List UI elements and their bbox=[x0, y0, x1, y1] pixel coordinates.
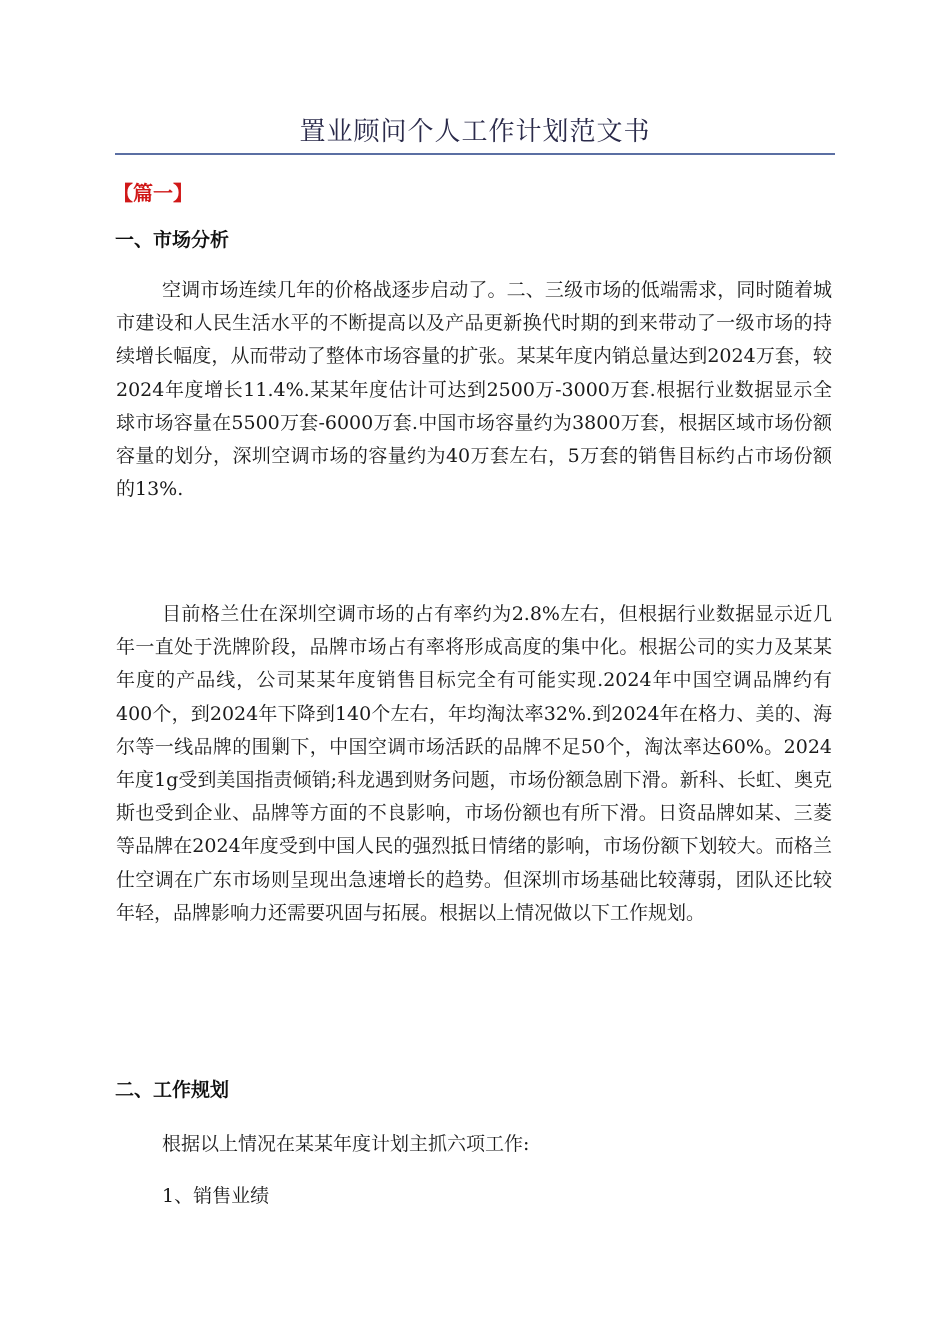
document-title: 置业顾问个人工作计划范文书 bbox=[299, 117, 651, 147]
heading-market-analysis: 一、市场分析 bbox=[115, 229, 230, 251]
paragraph-market-capacity: 空调市场连续几年的价格战逐步启动了。二、三级市场的低端需求，同时随着城市建设和人民生活水平的不断提高以及产品更新换代时期的到来带动了一级市场的持续增长幅度，从而带动了整体市场容量的扩张。某某年度内销总量达到2024万套，较2024年度增长11.4%.某某年度估计可达到2500万-3000万套.根据行业数据显示全球市场容量在5500万套-6000万套.中国市场容量约为3800万套，根据区域市场份额容量的划分，深圳空调市场的容量约为40万套左右，5万套的销售目标约占市场份额的13%. bbox=[116, 279, 832, 501]
section-tag: 【篇一】 bbox=[113, 181, 193, 205]
paragraph-sales-performance: 1、销售业绩 bbox=[162, 1185, 270, 1207]
paragraph-plan-intro: 根据以上情况在某某年度计划主抓六项工作: bbox=[162, 1133, 530, 1155]
title-underline bbox=[115, 153, 835, 155]
heading-work-plan: 二、工作规划 bbox=[115, 1079, 230, 1101]
paragraph-market-share: 目前格兰仕在深圳空调市场的占有率约为2.8%左右，但根据行业数据显示近几年一直处于洗牌阶段，品牌市场占有率将形成高度的集中化。根据公司的实力及某某年度的产品线，公司某某年度销售目标完全有可能实现.2024年中国空调品牌约有400个，到2024年下降到140个左右，年均淘汰率32%.到2024年在格力、美的、海尔等一线品牌的围剿下，中国空调市场活跃的品牌不足50个，淘汰率达60%。2024年度1g受到美国指责倾销;科龙遇到财务问题，市场份额急剧下滑。新科、长虹、奥克斯也受到企业、品牌等方面的不良影响，市场份额也有所下滑。日资品牌如某、三菱等品牌在2024年度受到中国人民的强烈抵日情绪的影响，市场份额下划较大。而格兰仕空调在广东市场则呈现出急速增长的趋势。但深圳市场基础比较薄弱，团队还比较年轻，品牌影响力还需要巩固与拓展。根据以上情况做以下工作规划。 bbox=[116, 603, 832, 924]
